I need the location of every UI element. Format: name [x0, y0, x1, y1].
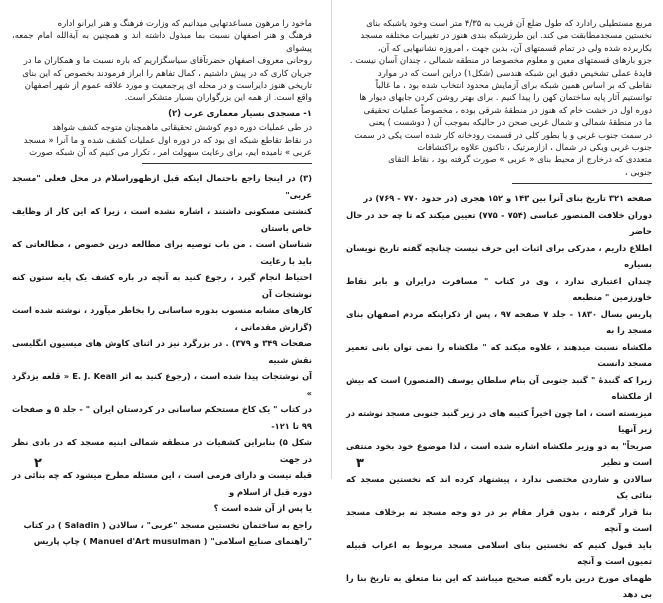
footnote-divider	[142, 163, 312, 164]
text-line: جزو بارهای قسمتهای معین و معلوم مخصوصا در منطقه شمالی ، چندان آسان نیست .	[349, 56, 652, 67]
text-line: متعددی که درخارج از محیط بنای « عربی » صورت گرفته بود ، نقاط التقای	[388, 155, 652, 166]
footnote-line: کارهای مشابه منسوب بدوره ساسانی را بخاطر میآورد ، نوشته شده است (گزارش مقدماتی ،	[12, 305, 312, 332]
footnote-line: (۳) در اینجا راجع باحتمال اینکه قبل ازظهوراسلام در محل فعلی "مسجد عربی"	[12, 173, 312, 200]
footnote-line: صریحاً" به دو وزیر ملکشاه اشاره شده است ، لذا موضوع خود بخود منتفی است و نظیر	[346, 440, 652, 468]
footnote-line: صفحات ۳۴۹ و ۳۷۹) . در بزرگرد نیز در اثنای کاوش های میسیون انگلیسی نقش شبیه	[12, 338, 312, 365]
footnote-line: ظهمای مورخ درین باره گفته صحیح میباشد که این بنا متعلق به تاریخ بنا را بی دهد	[346, 572, 652, 600]
footnote-line: باید قبول کنیم که نخستین بنای اسلامی مسجد مربوط به اعراب قبیله تمیون است و آنچه	[346, 539, 652, 567]
text-line: جنوب غربی ویکی در شمال ، ازازمرتیک ، تاکنون علاوه براکتشافات	[417, 143, 652, 154]
footnote-line: در کتاب " یک کاخ مستحکم ساسانی در کردستان ایران " - جلد ۵ و صفحات ۹۹ تا ۱۲۱-	[12, 404, 312, 431]
section-heading: ۱- مسجدی بسیار معماری عرب (۲)	[168, 108, 312, 119]
text-line: در طی عملیات دوره دوم کوشش تحقیقاتی ماهمچنان متوجه کشف شواهد	[52, 123, 312, 134]
footnote-line: قبله نیست و دارای فرمی است ، این مسئله مطرح میشود که چه بنائی در دوره قبل از اسلام و	[12, 470, 312, 497]
right-page	[346, 18, 652, 600]
text-line: در سمت جنوب غربی و یا بطور کلی در قسمت رودخانه کار شده است یکی در سمت	[354, 130, 652, 141]
footnote-line: احتیاط انجام گیرد ، رجوع کنید به آنچه در باره کشف یک پایه ستون کنه نوشتجات آن	[12, 272, 312, 299]
left-page	[12, 18, 312, 547]
right-body-paragraph	[346, 18, 652, 179]
footnote-divider	[512, 183, 652, 184]
right-footnotes	[346, 190, 652, 603]
text-line: دوره اول در خشت خام که هنوز در منطقهٔ شرقی بوده ، مخصوصاً عملیات تحقیقی	[363, 105, 652, 116]
footnote-line: چندان اعتباری ندارد ، وی در کتاب " مسافرت درایران و بابر نقاط خاورزمین " منطبعه	[346, 275, 652, 303]
footnote-line: "راهنمای صنایع اسلامی" ( Manuel d'Art musulman ) چاپ پاریس	[33, 536, 312, 547]
footnote-line: ملکشاه نسبت میدهند ، علاوه میکند که " ملکشاه را نمی توان بانی تعمیر مسجد دانست	[346, 341, 652, 369]
footnote-line: بنا قرار گرفته ، بدون قرار مقام بر در دو وجه مسجد نه برخلاف مسجد است و آنچه	[346, 506, 652, 534]
footnote-line: راجع به ساختمان نخستین مسجد "عربی" ، سالادن ( Saladin ) در کتاب	[23, 519, 312, 530]
text-line: بکاربرده شده ولی در تمام قسمتهای آن، بدین جهت ، امروزه نشانیهایی که آن،	[377, 43, 652, 54]
page-number-left: ۲	[34, 456, 42, 471]
text-line: فرهنگ و هنر اصفهان نسبت بما مبذول داشته اند و همچنین به آیةالله امام جمعه، پیشوای	[12, 31, 312, 54]
left-section-paragraph	[12, 122, 312, 159]
footnote-line: یا پس از آن شده است ؟	[213, 503, 312, 514]
text-line: تاریخی هنوز دایراست و در محله ای پرجمعیت و مورد علاقه عموم از شهر اصفهان	[24, 81, 312, 92]
footnote-line: شکل ۵) بنابراین کشفیات در منطقه شمالی ابنیه مسجد که در بادی نظر در جهت	[12, 437, 312, 464]
footnote-line: آن نوشتجات پیدا شده است ، (رجوع کنید به اثر E. J. Keall « قلعه یزدگرد »	[12, 371, 312, 398]
text-line: واقع است. از همه این بزرگواران بسیار متشکر است.	[124, 93, 312, 104]
page-number-right: ۳	[356, 456, 364, 471]
left-footnotes	[12, 170, 312, 550]
footnote-line: کنشتی مسکونی داشتند ، اشاره نشده است ، زیرا که این کار از وظایف خاص باستان	[12, 206, 312, 233]
text-line: جنوبی ،	[624, 167, 652, 178]
footnote-line: پاریس بسال ۱۸۳۰ - جلد ۷ صفحه ۹۷ ، پس از ذکراینکه مردم اصفهان بنای مسجد را به	[346, 308, 652, 336]
text-line: ما در منطقهٔ شمالی و شمال غربی صحن در حالیکه بموجب آن ( دوشست ) یعنی	[368, 118, 652, 129]
text-line: روحانی معروف اصفهان حضرتآقای سیاسگزاریم که باره نسبت ما و همکاران ما در	[23, 56, 312, 67]
text-line: توانستیم آثار پایه ساختمان کهن را پیدا کنیم . برای بهتر روشن کردن جایهای دیوار ها	[359, 93, 652, 104]
text-line: جریان کاری که در پیش داشتیم ، کمال تفاهم را ابراز فرمودند بخصوص که این بنای	[22, 68, 312, 79]
left-body-paragraph	[12, 18, 312, 105]
footnote-line: صفحه ۳۲۱ تاریخ بنای آنرا بین ۱۴۳ و ۱۵۲ هجری (در حدود ۷۷۰ - ۷۶۹) در	[363, 193, 652, 204]
text-line: فایدهٔ عملی تشخیص دقیق این شبکه هندسی (شکل۱) دراین است که در موارد	[377, 68, 652, 79]
footnote-line: شناسان است . من باب توصیه برای مطالعه درین خصوص ، مطالعاتی که باید با رعایت	[12, 239, 312, 266]
footnote-line: زیرا که گنبدهٔ " گنبد جنوبی آن بنام سلطان یوسف (المنصور) است که بیش از ملکشاه	[346, 374, 652, 402]
text-line: ماخود را مرهون مساعدتهایی میدانیم که وزارت فرهنگ و هنر ایرانو اداره	[57, 19, 312, 29]
text-line: مربع مستطیلی رادارد که طول ضلع آن قریب به ۴/۳۵ متر است وخود یاشبکه بنای	[366, 19, 652, 29]
book-gutter	[331, 0, 332, 479]
footnote-line: اطلاع داریم ، مدرکی برای اثبات این حرف نیست چنانچه گفته تاریخ نویسان بسیاره	[346, 242, 652, 270]
text-line: در نقاط تقاطع شبکه ای بود که در دوره اول عملیات کشف شده و ما آنرا « مسجد	[23, 135, 312, 146]
footnote-line: میزیسته است ، اما چون اخیراً کتیبه های در زیر گنبد جنوبی مسجد نوشته در زیر آنهیا	[346, 407, 652, 435]
footnote-line: دوران خلافت المنصور عباسی (۷۵۴ - ۷۷۵) تعیین میکند که تا چه حد در حال حاضر	[346, 209, 652, 237]
text-line: نقاطی که بر اساس همین شبکه برای آزمایش محدود انتخاب شده بود ، ما غالباً	[375, 81, 652, 92]
text-line: نخستین مسجدمطابقت می کند. این طرزشبکه بندی هنوز در تغییرات مختلفه مسجد	[360, 31, 652, 42]
text-line: عربی » نامیده ایم، برای رعایت سهولت امر ، تکرار می کنیم که آن شبکه صورت	[29, 148, 312, 159]
footnote-line: سالادن و شاردن مختصی ندارد ، پیشنهاد کرده اند که نخستین مسجد که بنائی یک	[346, 473, 652, 501]
